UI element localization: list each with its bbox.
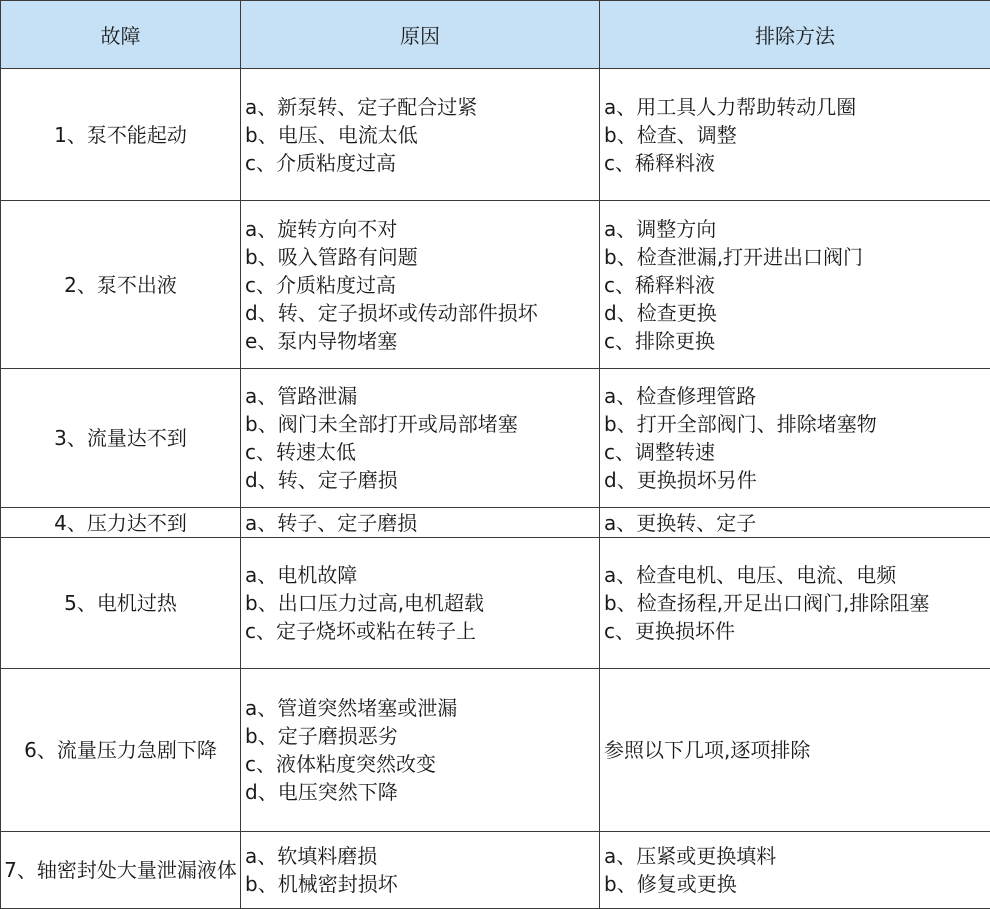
fault-cell: 1、泵不能起动 (1, 69, 241, 201)
table-row (1, 369, 990, 508)
header-row (1, 1, 990, 69)
cause-item: c、定子烧坏或粘在转子上 (245, 619, 476, 643)
remedy-item: d、更换损坏另件 (604, 468, 757, 492)
cause-item: a、转子、定子磨损 (245, 510, 418, 535)
cause-item: e、泵内导物堵塞 (245, 328, 398, 353)
remedy-cell (600, 832, 990, 909)
cause-item: a、管路泄漏 (245, 384, 358, 408)
table-row (1, 201, 990, 369)
remedy-cell (600, 669, 990, 832)
cause-item: a、管道突然堵塞或泄漏 (245, 696, 458, 720)
remedy-item: a、调整方向 (604, 216, 717, 241)
remedy-item: b、检查泄漏,打开进出口阀门 (604, 244, 864, 269)
cause-item: a、软填料磨损 (245, 844, 378, 868)
remedy-item: a、压紧或更换填料 (604, 844, 777, 868)
remedy-item: b、检查、调整 (604, 122, 737, 147)
cause-item: d、转、定子损坏或传动部件损坏 (245, 300, 538, 325)
cause-item: c、介质粘度过高 (245, 272, 396, 297)
table-row (1, 69, 990, 201)
remedy-item: c、排除更换 (604, 328, 715, 353)
remedy-item: b、打开全部阀门、排除堵塞物 (604, 412, 877, 436)
remedy-item: b、修复或更换 (604, 872, 737, 896)
table-row (1, 538, 990, 669)
remedy-item: c、调整转速 (604, 440, 715, 464)
remedy-item: a、检查修理管路 (604, 384, 757, 408)
header-cause: 原因 (241, 1, 600, 69)
cause-item: b、吸入管路有问题 (245, 244, 418, 269)
cause-item: a、电机故障 (245, 563, 358, 587)
cause-cell (241, 538, 600, 669)
remedy-cell (600, 538, 990, 669)
cause-cell (241, 69, 600, 201)
fault-cell: 7、轴密封处大量泄漏液体 (1, 832, 241, 909)
cause-cell (241, 369, 600, 508)
cause-cell (241, 669, 600, 832)
cause-item: a、旋转方向不对 (245, 216, 398, 241)
cause-item: d、转、定子磨损 (245, 468, 398, 492)
cause-item: b、电压、电流太低 (245, 122, 418, 147)
header-fault: 故障 (1, 1, 241, 69)
table-row (1, 508, 990, 538)
remedy-item: d、检查更换 (604, 300, 717, 325)
fault-cell: 3、流量达不到 (1, 369, 241, 508)
fault-cell: 6、流量压力急剧下降 (1, 669, 241, 832)
table-row (1, 669, 990, 832)
cause-item: c、介质粘度过高 (245, 150, 396, 175)
fault-cell: 4、压力达不到 (1, 508, 241, 538)
remedy-item: c、稀释料液 (604, 150, 715, 175)
remedy-item: c、更换损坏件 (604, 619, 735, 643)
remedy-item: a、检查电机、电压、电流、电频 (604, 563, 897, 587)
cause-item: c、液体粘度突然改变 (245, 752, 436, 776)
cause-item: b、机械密封损坏 (245, 872, 398, 896)
table-row (1, 832, 990, 909)
cause-item: b、出口压力过高,电机超载 (245, 591, 485, 615)
fault-cell: 5、电机过热 (1, 538, 241, 669)
remedy-cell (600, 369, 990, 508)
cause-cell (241, 201, 600, 369)
remedy-cell (600, 69, 990, 201)
remedy-cell (600, 201, 990, 369)
cause-item: a、新泵转、定子配合过紧 (245, 94, 478, 119)
cause-cell (241, 508, 600, 538)
remedy-item: 参照以下几项,逐项排除 (604, 738, 811, 762)
cause-item: c、转速太低 (245, 440, 356, 464)
cause-cell (241, 832, 600, 909)
cause-item: d、电压突然下降 (245, 780, 398, 804)
remedy-item: c、稀释料液 (604, 272, 715, 297)
remedy-item: a、更换转、定子 (604, 510, 757, 535)
fault-cell: 2、泵不出液 (1, 201, 241, 369)
cause-item: b、定子磨损恶劣 (245, 724, 398, 748)
remedy-item: b、检查扬程,开足出口阀门,排除阻塞 (604, 591, 930, 615)
remedy-cell (600, 508, 990, 538)
cause-item: b、阀门未全部打开或局部堵塞 (245, 412, 518, 436)
header-remedy: 排除方法 (600, 1, 990, 69)
remedy-item: a、用工具人力帮助转动几圈 (604, 94, 857, 119)
